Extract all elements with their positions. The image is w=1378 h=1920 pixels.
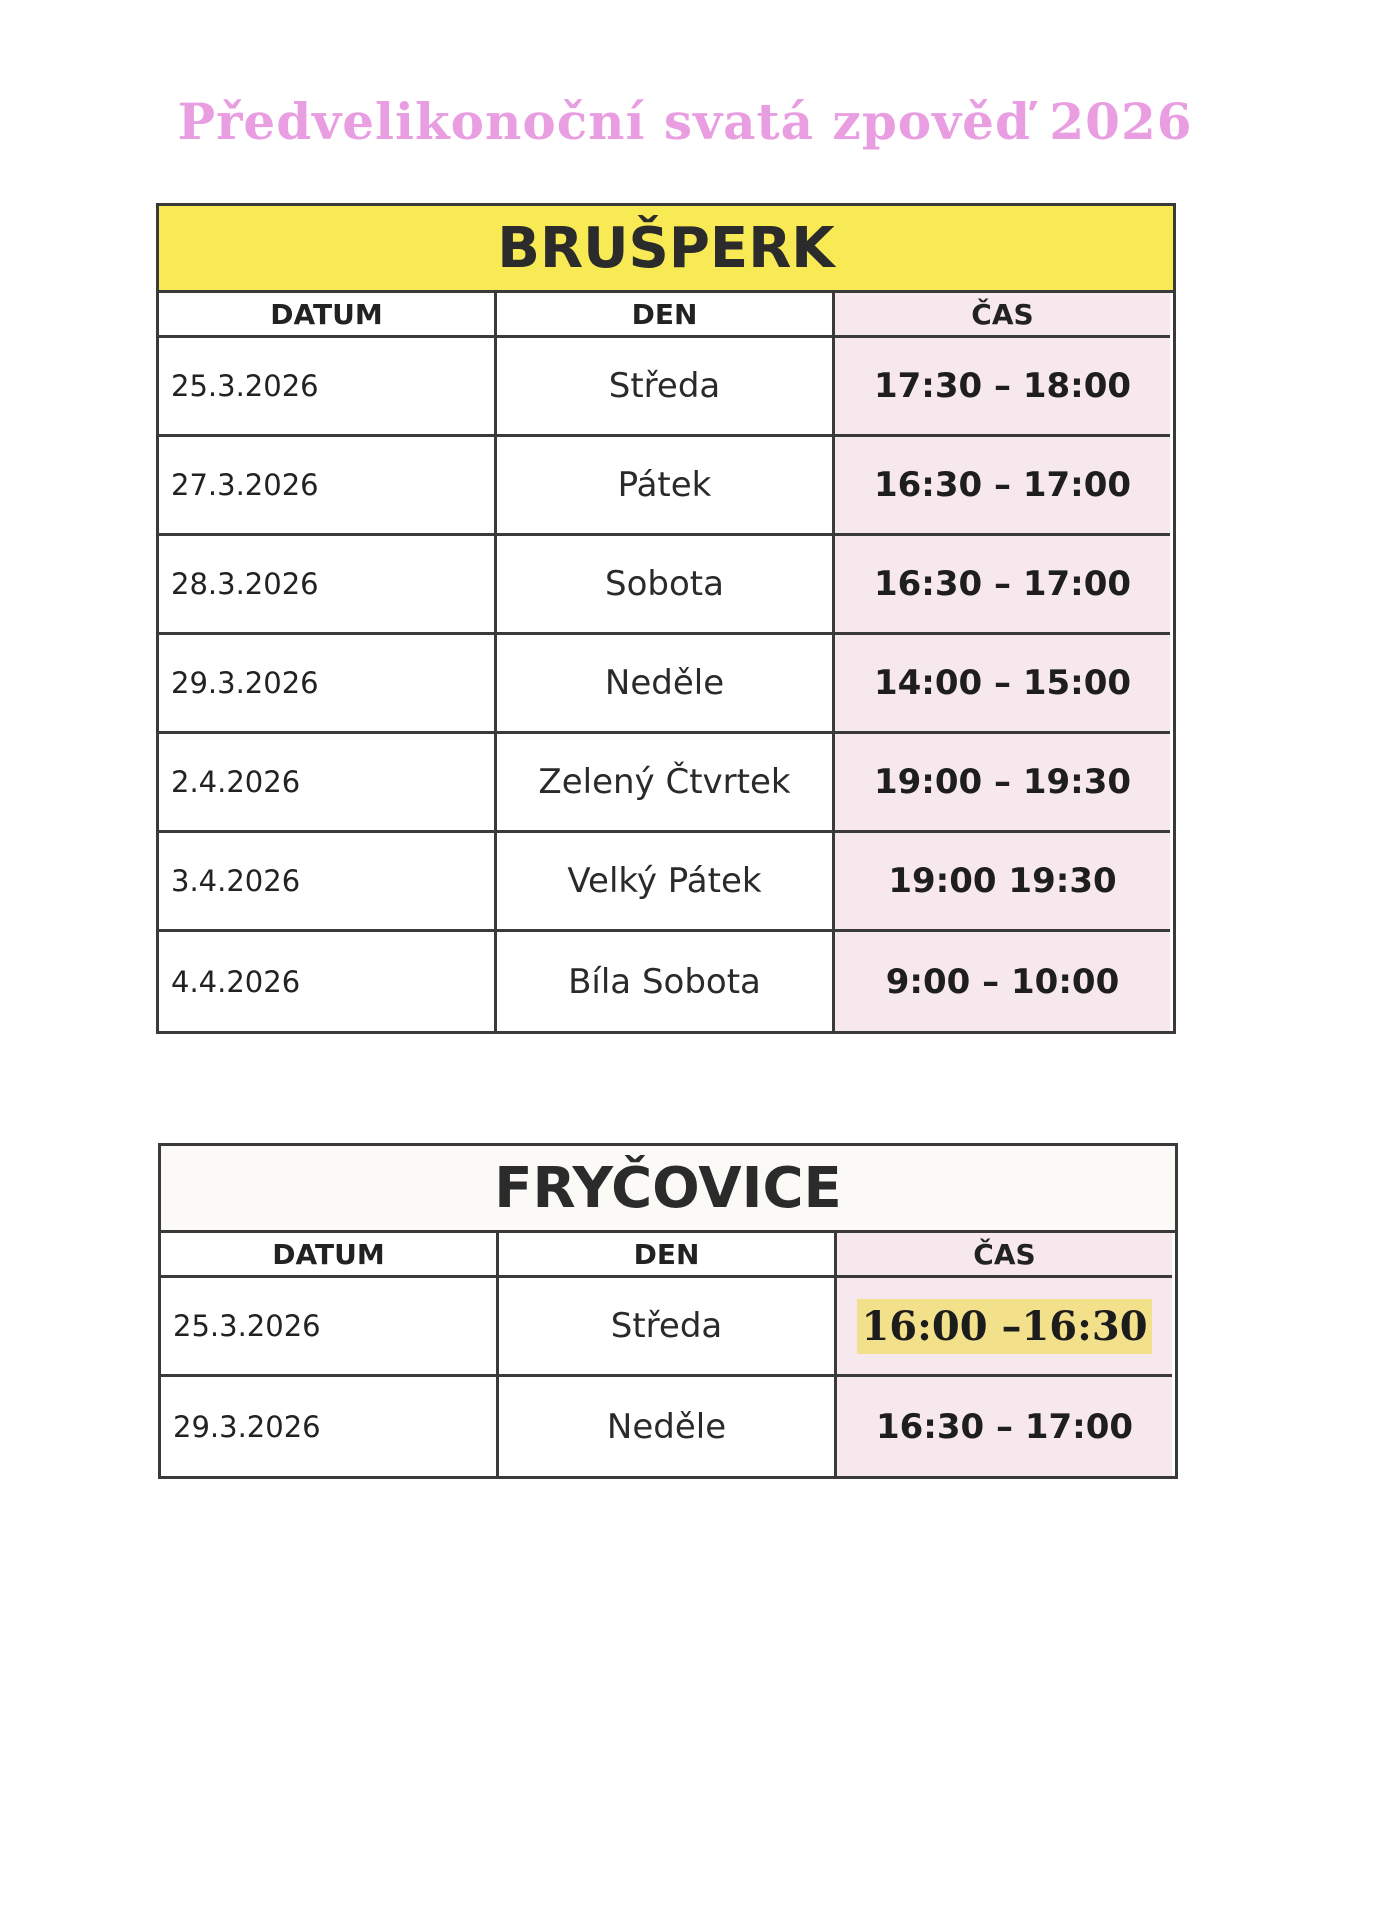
table-row bbox=[159, 734, 1173, 833]
date-cell: 3.4.2026 bbox=[159, 833, 497, 932]
time-cell: 9:00 – 10:00 bbox=[835, 932, 1170, 1031]
page-title: Předvelikonoční svatá zpověď 2026 bbox=[177, 92, 1193, 151]
day-cell: Středa bbox=[499, 1278, 837, 1377]
time-cell: 14:00 – 15:00 bbox=[835, 635, 1170, 734]
column-header-time: ČAS bbox=[835, 293, 1170, 338]
table-title: BRUŠPERK bbox=[159, 206, 1173, 293]
table-header-row bbox=[159, 293, 1173, 338]
day-cell: Neděle bbox=[497, 635, 835, 734]
day-cell: Pátek bbox=[497, 437, 835, 536]
table-row bbox=[159, 536, 1173, 635]
time-cell: 16:30 – 17:00 bbox=[837, 1377, 1172, 1476]
date-cell: 29.3.2026 bbox=[161, 1377, 499, 1476]
day-cell: Neděle bbox=[499, 1377, 837, 1476]
highlighted-time-label: 16:00 –16:30 bbox=[857, 1299, 1151, 1354]
time-cell: 16:30 – 17:00 bbox=[835, 536, 1170, 635]
day-cell: Sobota bbox=[497, 536, 835, 635]
column-header-date: DATUM bbox=[161, 1233, 499, 1278]
schedule-table-frycovice bbox=[158, 1143, 1178, 1479]
day-cell: Zelený Čtvrtek bbox=[497, 734, 835, 833]
date-cell: 28.3.2026 bbox=[159, 536, 497, 635]
table-row bbox=[159, 437, 1173, 536]
date-cell: 4.4.2026 bbox=[159, 932, 497, 1031]
date-cell: 29.3.2026 bbox=[159, 635, 497, 734]
table-header-row bbox=[161, 1233, 1175, 1278]
date-cell: 2.4.2026 bbox=[159, 734, 497, 833]
date-cell: 25.3.2026 bbox=[161, 1278, 499, 1377]
day-cell: Velký Pátek bbox=[497, 833, 835, 932]
table-row bbox=[159, 833, 1173, 932]
table-row bbox=[161, 1377, 1175, 1476]
date-cell: 27.3.2026 bbox=[159, 437, 497, 536]
column-header-day: DEN bbox=[497, 293, 835, 338]
column-header-day: DEN bbox=[499, 1233, 837, 1278]
table-row bbox=[159, 338, 1173, 437]
schedule-table-brusperk bbox=[156, 203, 1176, 1034]
table-row bbox=[159, 932, 1173, 1031]
table-title: FRYČOVICE bbox=[161, 1146, 1175, 1233]
day-cell: Bíla Sobota bbox=[497, 932, 835, 1031]
time-cell: 16:30 – 17:00 bbox=[835, 437, 1170, 536]
date-cell: 25.3.2026 bbox=[159, 338, 497, 437]
day-cell: Středa bbox=[497, 338, 835, 437]
time-cell: 19:00 – 19:30 bbox=[835, 734, 1170, 833]
column-header-date: DATUM bbox=[159, 293, 497, 338]
table-row bbox=[159, 635, 1173, 734]
time-cell: 17:30 – 18:00 bbox=[835, 338, 1170, 437]
time-cell: 19:00 19:30 bbox=[835, 833, 1170, 932]
time-cell bbox=[837, 1278, 1172, 1377]
table-row bbox=[161, 1278, 1175, 1377]
column-header-time: ČAS bbox=[837, 1233, 1172, 1278]
